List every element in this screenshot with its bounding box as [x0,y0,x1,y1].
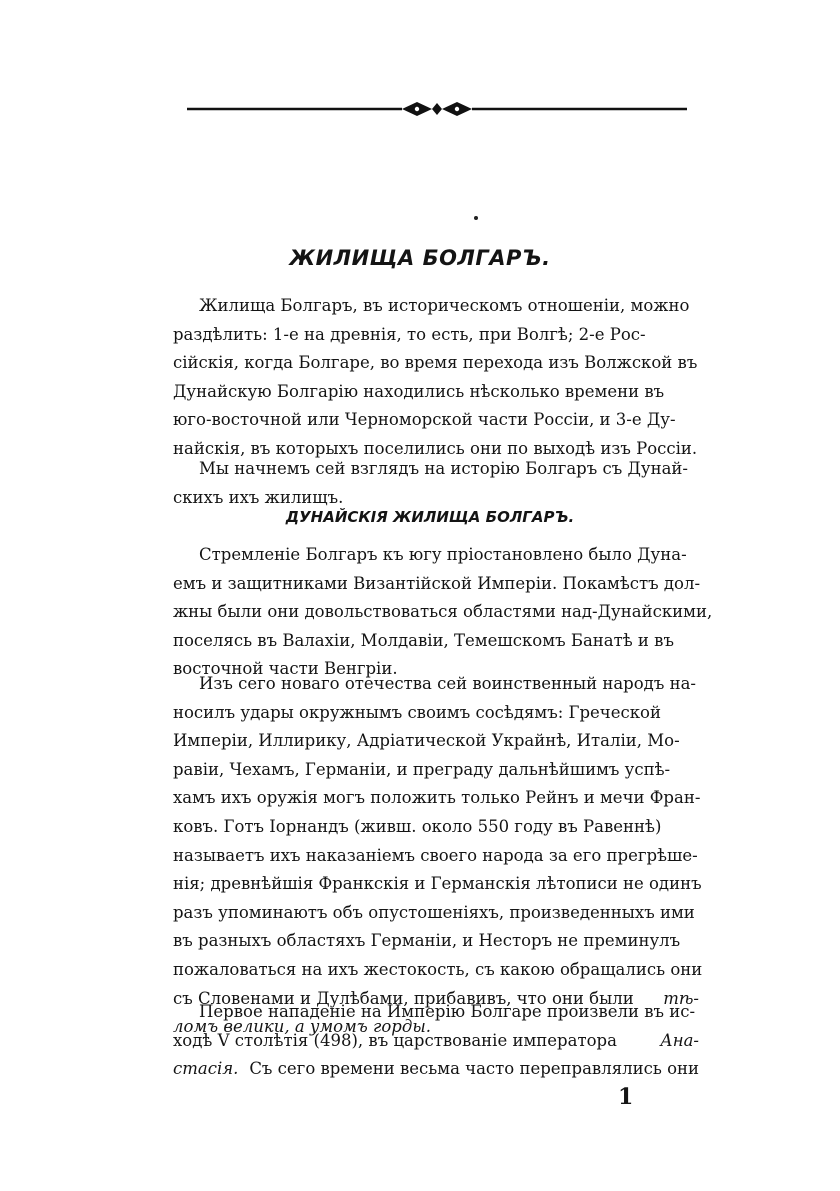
paragraph-intro [173,455,699,512]
text-line: емъ и защитниками Византiйской Имперiи. Покамѣстъ дол- [173,573,701,593]
text-line: Имперiи, Иллирику, Адрiатической Украйнѣ, Италiи, Мо- [173,731,680,751]
text-line: съ Словенами и Дулѣбами, прибавивъ, что они были тѣ- [173,985,699,1014]
text-line: называетъ ихъ наказанiемъ своего народа за его прегрѣше- [173,845,698,865]
text-line: стасiя. Съ сего времени весьма часто переправлялись они [173,1055,699,1084]
page-title: ЖИЛИЩА БОЛГАРЪ. [289,246,551,270]
italic-name: Ана- [660,1030,699,1050]
text-line: найскiя, въ которыхъ поселились они по выходѣ изъ Россiи. [173,438,698,458]
italic-quote: тѣ- [663,988,699,1008]
text-line: въ разныхъ областяхъ Германiи, и Несторъ не преминулъ [173,931,681,951]
text-line: ходѣ V столѣтiя (498), въ царствованiе императора Ана- [173,1027,699,1056]
text-line: нiя; древнѣйшiя Франкскiя и Германскiя лѣтописи не одинъ [173,874,702,894]
text-line: носилъ удары окружнымъ своимъ сосѣдямъ: Греческой [173,702,661,722]
text-line: восточной части Венгрiи. [173,659,398,679]
paragraph-historical-division [173,292,699,464]
text-line: поселясь въ Валахiи, Молдавiи, Темешскомъ Банатѣ и въ [173,630,674,650]
page-number: 1 [618,1084,634,1110]
text-line: Стремленiе Болгаръ къ югу прiостановлено было Дуна- [199,545,687,564]
text-line: раздѣлить: 1-е на древнiя, то есть, при Волгѣ; 2-е Рос- [173,324,646,344]
ink-dot [474,216,478,220]
section-heading: ДУНАЙСКIЯ ЖИЛИЩА БОЛГАРЪ. [285,508,575,526]
text-line: пожаловаться на ихъ жестокость, съ какою обращались они [173,959,703,979]
paragraph-danube-settlement [173,541,713,684]
ornamental-rule [187,98,687,120]
paragraph-first-invasion [173,998,699,1084]
text-line: хамъ ихъ оружiя могъ положить только Рейнъ и мечи Фран- [173,788,701,808]
italic-name: стасiя. [173,1059,239,1079]
text-line: ковъ. Готъ Iорнандъ (живш. около 550 году въ Равеннѣ) [173,816,662,836]
text-line: юго-восточной или Черноморской части Россiи, и 3-е Ду- [173,410,676,430]
italic-quote: ломъ велики, а умомъ горды. [173,1017,431,1037]
text-line: Первое нападенiе на Имперiю Болгаре произвели въ ис- [199,1002,696,1021]
text-line: разъ упоминаютъ объ опустошенiяхъ, произведенныхъ ими [173,902,695,922]
text-line: Жилища Болгаръ, въ историческомъ отношенiи, можно [199,296,690,315]
text-line: Изъ сего новаго отечества сей воинственный народъ на- [199,674,696,693]
text-line: Дунайскую Болгарiю находились нѣсколько времени въ [173,381,665,401]
text-line: Мы начнемъ сей взглядъ на исторiю Болгаръ съ Дунай- [199,459,688,478]
text-line: скихъ ихъ жилищъ. [173,487,344,507]
paragraph-raids [173,670,703,1042]
text-line: жны были они довольствоваться областями над-Дунайскими, [173,602,713,622]
text-line: равiи, Чехамъ, Германiи, и преграду дальнѣйшимъ успѣ- [173,759,671,779]
text-line: сiйскiя, когда Болгаре, во время перехода изъ Волжской въ [173,353,698,373]
